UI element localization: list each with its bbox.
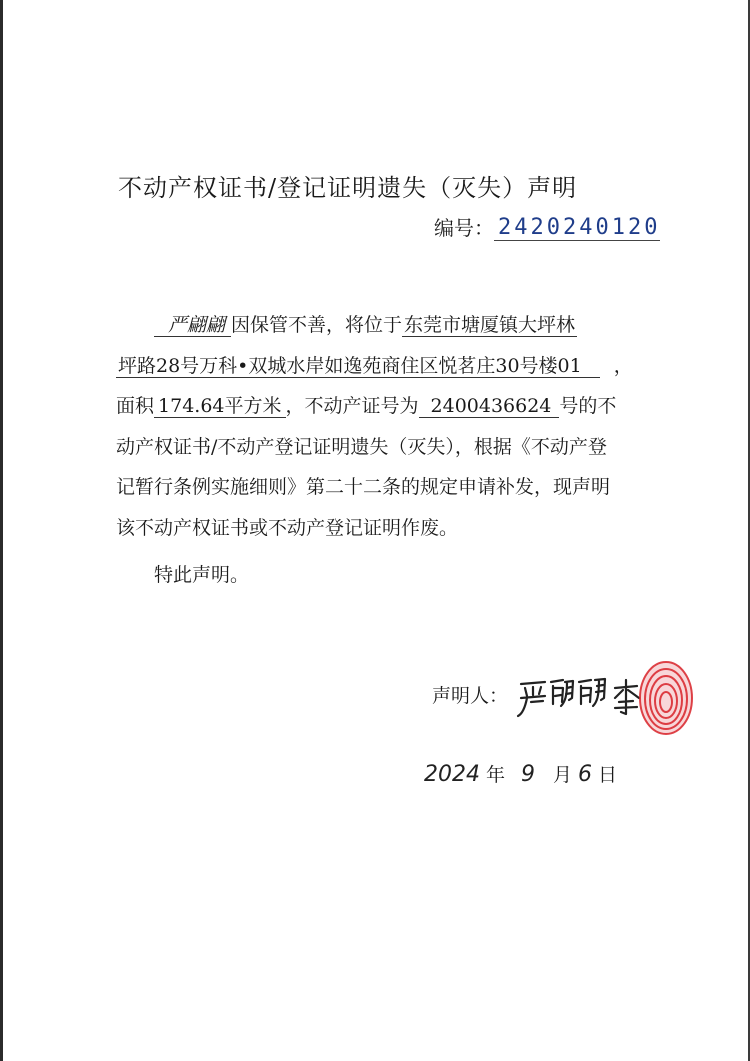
body-line-3	[116, 386, 646, 427]
body-line-2	[116, 346, 646, 387]
scan-edge-left	[0, 0, 3, 1061]
body-seg-2: ，	[613, 354, 633, 377]
declarant-label: 声明人：	[432, 685, 509, 707]
serial-number: 2420240120	[494, 215, 660, 241]
body-line-6: 该不动产权证书或不动产登记证明作废。	[116, 516, 459, 539]
body-seg-1: 因保管不善，将位于	[231, 314, 403, 336]
serial-row	[434, 212, 660, 241]
date-row	[424, 760, 623, 787]
date-month: 9	[521, 762, 536, 787]
area-value: 174.64平方米	[154, 395, 285, 418]
address-part-2: 坪路28号万科•双城水岸如逸苑商住区悦茗庄30号楼01	[116, 355, 600, 378]
body-seg-4: 号的不	[559, 395, 617, 418]
handwritten-signature	[515, 658, 645, 728]
date-month-unit: 月	[553, 764, 573, 786]
thumbprint-seal	[635, 658, 697, 738]
certificate-number: 2400436624	[419, 395, 560, 418]
body-seg-3: ，不动产证号为	[285, 395, 419, 418]
body-line-1	[116, 305, 646, 346]
address-part-1: 东莞市塘厦镇大坪林	[404, 314, 576, 336]
area-label: 面积	[116, 395, 155, 418]
document-title: 不动产权证书/登记证明遗失（灭失）声明	[118, 174, 578, 202]
serial-label: 编号：	[434, 216, 494, 240]
body-line-4: 动产权证书/不动产登记证明遗失（灭失），根据《不动产登	[116, 435, 607, 458]
date-day: 6	[578, 762, 593, 787]
date-day-unit: 日	[598, 764, 618, 786]
body-line-5: 记暂行条例实施细则》第二十二条的规定申请补发，现声明	[116, 476, 611, 499]
date-year: 2024	[424, 762, 480, 787]
statement-body	[116, 305, 646, 549]
declarant-name: 严翩翩	[154, 314, 231, 337]
date-year-unit: 年	[486, 764, 506, 786]
closing-statement: 特此声明。	[154, 564, 250, 586]
